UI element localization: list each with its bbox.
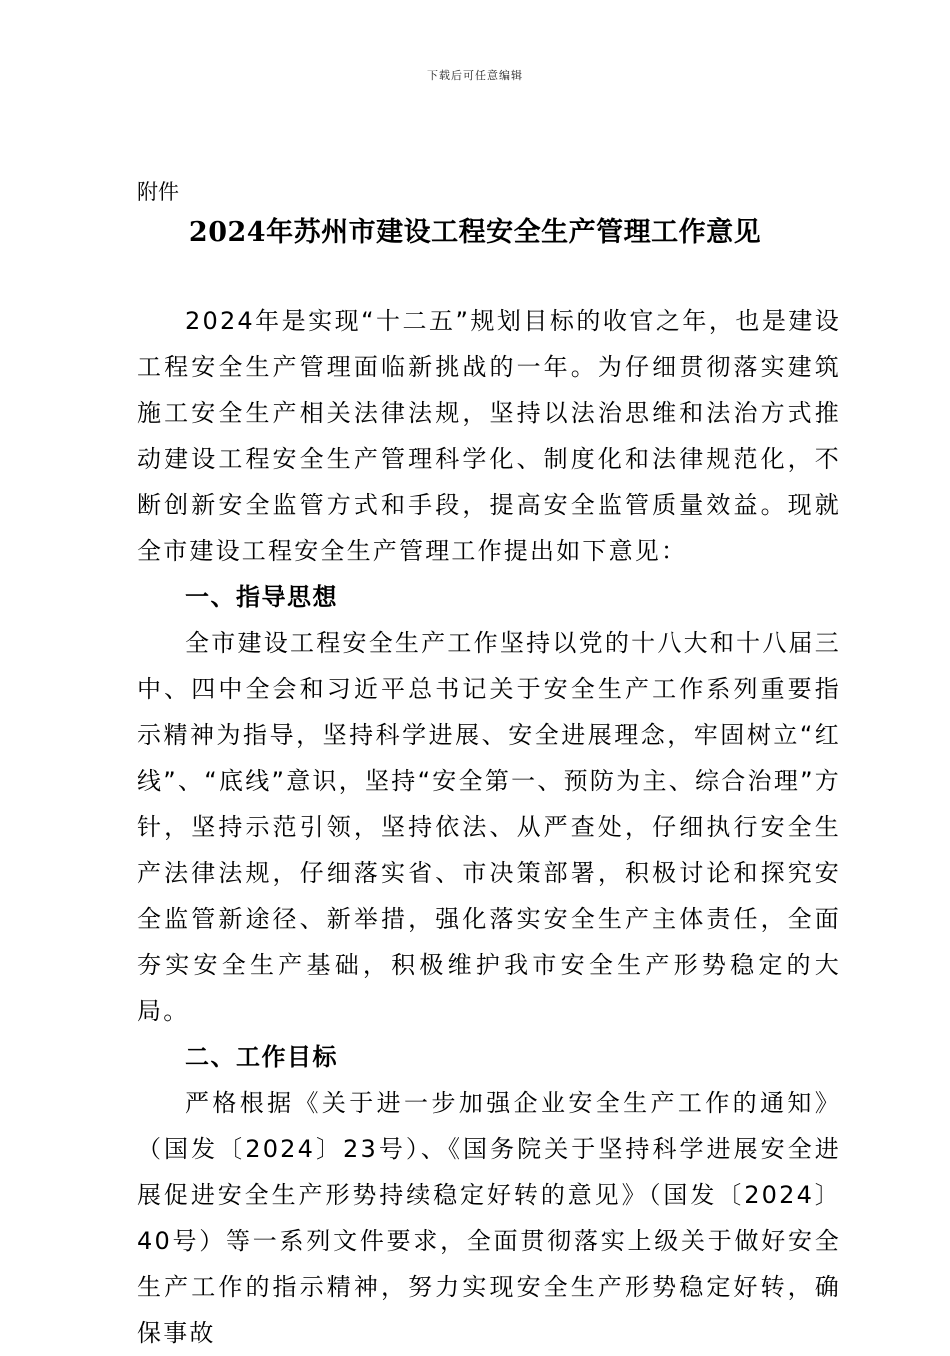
intro-paragraph: 2024年是实现“十二五”规划目标的收官之年，也是建设工程安全生产管理面临新挑战的一年。为仔细贯彻落实建筑施工安全生产相关法律法规，坚持以法治思维和法治方式推动建设工程安全生产管理科学化、制度化和法律规范化，不断创新安全监管方式和手段，提高安全监管质量效益。现就全市建设工程安全生产管理工作提出如下意见： (137, 307, 841, 565)
guiding-ideology-paragraph: 全市建设工程安全生产工作坚持以党的十八大和十八届三中、四中全会和习近平总书记关于安全生产工作系列重要指示精神为指导，坚持科学进展、安全进展理念，牢固树立“红线”、“底线”意识，坚持“安全第一、预防为主、综合治理”方针，坚持示范引领，坚持依法、从严查处，仔细执行安全生产法律法规，仔细落实省、市决策部署，积极讨论和探究安全监管新途径、新举措，强化落实安全生产主体责任，全面夯实安全生产基础，积极维护我市安全生产形势稳定的大局。 (137, 629, 841, 1025)
section-heading-work-goals: 二、工作目标 (185, 1043, 338, 1071)
document-body (137, 298, 841, 1356)
attachment-label: 附件 (137, 180, 179, 204)
work-goals-paragraph: 严格根据《关于进一步加强企业安全生产工作的通知》（国发〔2024〕23号）、《国务院关于坚持科学进展安全进展促进安全生产形势持续稳定好转的意见》（国发〔2024〕40号）等一系列文件要求，全面贯彻落实上级关于做好安全生产工作的指示精神，努力实现安全生产形势稳定好转，确保事故 (137, 1089, 841, 1347)
document-title: 2024年苏州市建设工程安全生产管理工作意见 (188, 217, 762, 248)
header-note: 下载后可任意编辑 (427, 69, 523, 82)
section-heading-guiding-ideology: 一、指导思想 (185, 583, 338, 611)
